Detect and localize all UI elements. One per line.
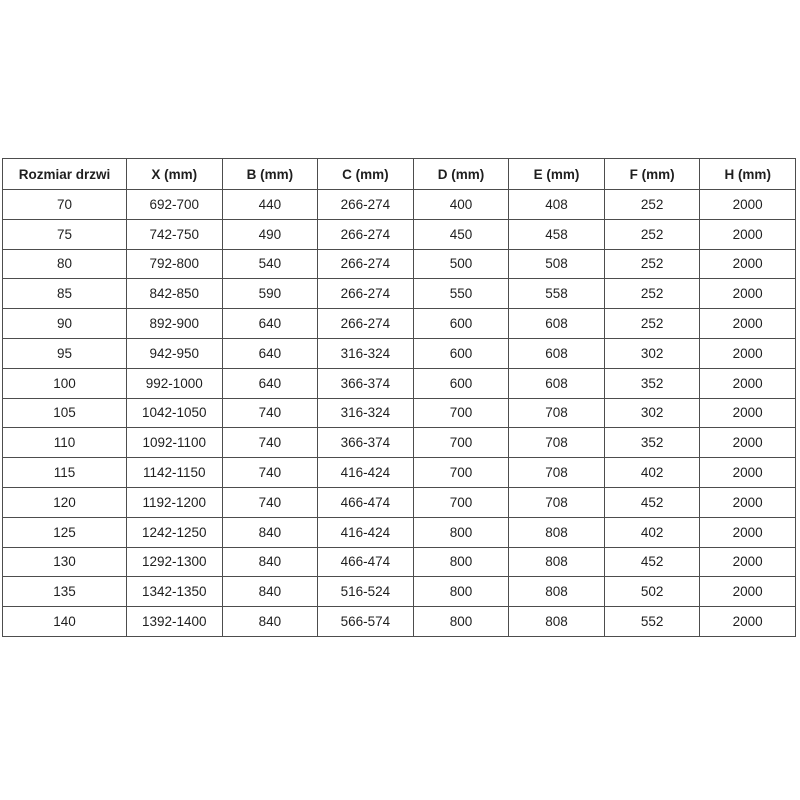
table-cell: 2000: [700, 249, 796, 279]
table-cell: 85: [3, 279, 127, 309]
table-header-row: [3, 159, 796, 190]
table-cell: 1292-1300: [127, 547, 223, 577]
table-cell: 692-700: [127, 190, 223, 220]
table-cell: 266-274: [318, 309, 414, 339]
table-row: [3, 458, 796, 488]
table-row: [3, 547, 796, 577]
table-cell: 1192-1200: [127, 487, 223, 517]
table-cell: 1042-1050: [127, 398, 223, 428]
table-cell: 608: [509, 309, 605, 339]
table-row: [3, 428, 796, 458]
table-cell: 1392-1400: [127, 607, 223, 637]
table-cell: 552: [604, 607, 700, 637]
table-row: [3, 368, 796, 398]
header-cell: F (mm): [604, 159, 700, 190]
table-cell: 840: [222, 517, 318, 547]
table-cell: 1092-1100: [127, 428, 223, 458]
table-cell: 742-750: [127, 219, 223, 249]
table-cell: 252: [604, 309, 700, 339]
table-cell: 120: [3, 487, 127, 517]
table-cell: 608: [509, 368, 605, 398]
table-cell: 608: [509, 338, 605, 368]
table-cell: 708: [509, 398, 605, 428]
table-cell: 640: [222, 368, 318, 398]
table-cell: 80: [3, 249, 127, 279]
table-cell: 135: [3, 577, 127, 607]
table-cell: 808: [509, 607, 605, 637]
table-cell: 800: [413, 577, 509, 607]
table-cell: 95: [3, 338, 127, 368]
table-cell: 700: [413, 398, 509, 428]
table-cell: 110: [3, 428, 127, 458]
table-cell: 252: [604, 279, 700, 309]
table-cell: 2000: [700, 517, 796, 547]
table-cell: 416-424: [318, 458, 414, 488]
table-cell: 558: [509, 279, 605, 309]
table-cell: 266-274: [318, 249, 414, 279]
table-cell: 840: [222, 577, 318, 607]
table-cell: 400: [413, 190, 509, 220]
table-cell: 708: [509, 428, 605, 458]
table-cell: 740: [222, 398, 318, 428]
table-cell: 100: [3, 368, 127, 398]
table-cell: 700: [413, 458, 509, 488]
table-cell: 2000: [700, 458, 796, 488]
header-cell: B (mm): [222, 159, 318, 190]
table-row: [3, 190, 796, 220]
table-cell: 140: [3, 607, 127, 637]
table-cell: 800: [413, 607, 509, 637]
table-cell: 416-424: [318, 517, 414, 547]
table-cell: 75: [3, 219, 127, 249]
table-cell: 440: [222, 190, 318, 220]
table-cell: 466-474: [318, 487, 414, 517]
header-cell: H (mm): [700, 159, 796, 190]
table-cell: 266-274: [318, 190, 414, 220]
table-cell: 2000: [700, 547, 796, 577]
table-cell: 992-1000: [127, 368, 223, 398]
table-cell: 508: [509, 249, 605, 279]
table-cell: 2000: [700, 368, 796, 398]
table-cell: 566-574: [318, 607, 414, 637]
table-cell: 808: [509, 517, 605, 547]
table-cell: 2000: [700, 279, 796, 309]
table-row-header: [3, 159, 796, 190]
table-cell: 366-374: [318, 368, 414, 398]
table-cell: 516-524: [318, 577, 414, 607]
table-cell: 502: [604, 577, 700, 607]
table-cell: 90: [3, 309, 127, 339]
table-cell: 740: [222, 487, 318, 517]
table-cell: 600: [413, 368, 509, 398]
table-cell: 590: [222, 279, 318, 309]
table-row: [3, 517, 796, 547]
table-cell: 500: [413, 249, 509, 279]
header-cell: C (mm): [318, 159, 414, 190]
table-cell: 892-900: [127, 309, 223, 339]
table-cell: 316-324: [318, 398, 414, 428]
table-cell: 458: [509, 219, 605, 249]
table-cell: 266-274: [318, 219, 414, 249]
table-cell: 490: [222, 219, 318, 249]
table-cell: 1342-1350: [127, 577, 223, 607]
table-cell: 800: [413, 547, 509, 577]
table-row: [3, 577, 796, 607]
table-cell: 942-950: [127, 338, 223, 368]
door-size-table: [2, 158, 796, 637]
table-cell: 640: [222, 309, 318, 339]
table-cell: 840: [222, 607, 318, 637]
table-cell: 452: [604, 547, 700, 577]
table-cell: 2000: [700, 577, 796, 607]
table-cell: 792-800: [127, 249, 223, 279]
table-cell: 2000: [700, 398, 796, 428]
table-cell: 600: [413, 338, 509, 368]
table-cell: 105: [3, 398, 127, 428]
table-cell: 352: [604, 428, 700, 458]
table-cell: 402: [604, 458, 700, 488]
table-cell: 840: [222, 547, 318, 577]
table-cell: 452: [604, 487, 700, 517]
table-cell: 740: [222, 458, 318, 488]
table-row: [3, 279, 796, 309]
table-cell: 808: [509, 547, 605, 577]
table-cell: 115: [3, 458, 127, 488]
header-cell: X (mm): [127, 159, 223, 190]
table-cell: 700: [413, 487, 509, 517]
table-cell: 708: [509, 487, 605, 517]
table-cell: 450: [413, 219, 509, 249]
table-cell: 708: [509, 458, 605, 488]
table-cell: 540: [222, 249, 318, 279]
table-cell: 2000: [700, 607, 796, 637]
table-cell: 466-474: [318, 547, 414, 577]
table-cell: 2000: [700, 309, 796, 339]
table-cell: 550: [413, 279, 509, 309]
table-cell: 2000: [700, 487, 796, 517]
table-cell: 125: [3, 517, 127, 547]
table-cell: 316-324: [318, 338, 414, 368]
table-cell: 2000: [700, 338, 796, 368]
table-cell: 252: [604, 219, 700, 249]
table-cell: 252: [604, 190, 700, 220]
header-cell: D (mm): [413, 159, 509, 190]
table-cell: 1142-1150: [127, 458, 223, 488]
table-cell: 130: [3, 547, 127, 577]
table-cell: 352: [604, 368, 700, 398]
table-cell: 640: [222, 338, 318, 368]
table-cell: 808: [509, 577, 605, 607]
table-row: [3, 398, 796, 428]
table-cell: 366-374: [318, 428, 414, 458]
table-body: [3, 190, 796, 637]
table-cell: 700: [413, 428, 509, 458]
table-row: [3, 338, 796, 368]
table-cell: 600: [413, 309, 509, 339]
header-cell: Rozmiar drzwi: [3, 159, 127, 190]
table-row: [3, 249, 796, 279]
table-cell: 266-274: [318, 279, 414, 309]
table-cell: 1242-1250: [127, 517, 223, 547]
table-cell: 402: [604, 517, 700, 547]
table-cell: 842-850: [127, 279, 223, 309]
door-size-table-container: [2, 158, 796, 637]
table-cell: 800: [413, 517, 509, 547]
table-cell: 252: [604, 249, 700, 279]
table-row: [3, 607, 796, 637]
table-cell: 302: [604, 338, 700, 368]
table-cell: 2000: [700, 190, 796, 220]
header-cell: E (mm): [509, 159, 605, 190]
table-cell: 2000: [700, 219, 796, 249]
table-row: [3, 219, 796, 249]
table-cell: 302: [604, 398, 700, 428]
table-cell: 740: [222, 428, 318, 458]
table-row: [3, 487, 796, 517]
table-cell: 2000: [700, 428, 796, 458]
table-row: [3, 309, 796, 339]
table-cell: 70: [3, 190, 127, 220]
table-cell: 408: [509, 190, 605, 220]
